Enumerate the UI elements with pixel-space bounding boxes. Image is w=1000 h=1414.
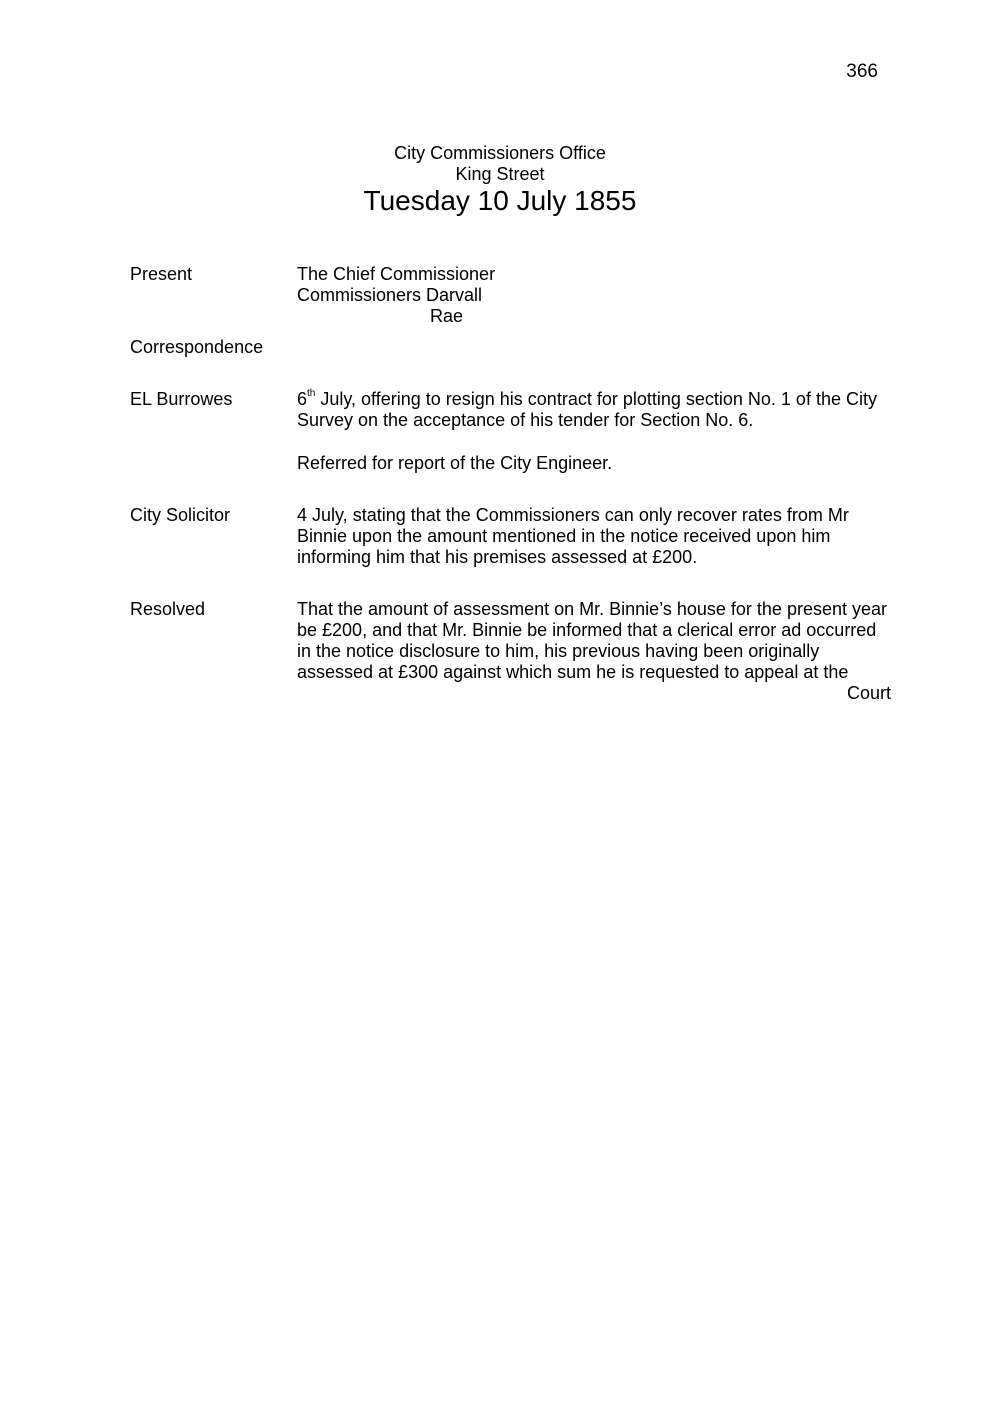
present-line: Rae [430, 306, 464, 326]
entry-text [297, 389, 907, 431]
entry-line-rest: July, offering to resign his contract for plotting section No. 1 of the City [315, 389, 877, 409]
entry-line: Survey on the acceptance of his tender for Section No. 6. [297, 410, 754, 430]
entry-line: assessed at £300 against which sum he is requested to appeal at the [297, 662, 849, 682]
entry-line: in the notice disclosure to him, his previous having been originally [297, 641, 820, 661]
entry-label: City Solicitor [130, 505, 231, 525]
present-list [297, 264, 907, 327]
present-line: Commissioners Darvall [297, 285, 483, 305]
entry-line: informing him that his premises assessed at £200. [297, 547, 698, 567]
entry-note: Referred for report of the City Engineer. [297, 453, 613, 473]
entry-text [297, 599, 907, 704]
entry-line: 4 July, stating that the Commissioners can only recover rates from Mr [297, 505, 849, 525]
page-number: 366 [846, 61, 878, 82]
entry-line: That the amount of assessment on Mr. Binnie’s house for the present year [297, 599, 887, 619]
entry-line: Binnie upon the amount mentioned in the notice received upon him [297, 526, 831, 546]
street-name: King Street [455, 164, 545, 184]
entry-day: 6 [297, 389, 308, 409]
entry-line: be £200, and that Mr. Binnie be informed that a clerical error ad occurred [297, 620, 877, 640]
correspondence-label: Correspondence [130, 337, 264, 357]
entry-day-suffix: th [307, 388, 316, 399]
entry-label: EL Burrowes [130, 389, 233, 409]
office-name: City Commissioners Office [394, 143, 606, 163]
entry-text [297, 505, 907, 568]
meeting-date-title: Tuesday 10 July 1855 [363, 185, 637, 216]
entry-line [297, 389, 907, 410]
present-line: The Chief Commissioner [297, 264, 496, 284]
entry-line-court: Court [846, 683, 891, 703]
present-label: Present [130, 264, 193, 284]
entry-label: Resolved [130, 599, 206, 619]
